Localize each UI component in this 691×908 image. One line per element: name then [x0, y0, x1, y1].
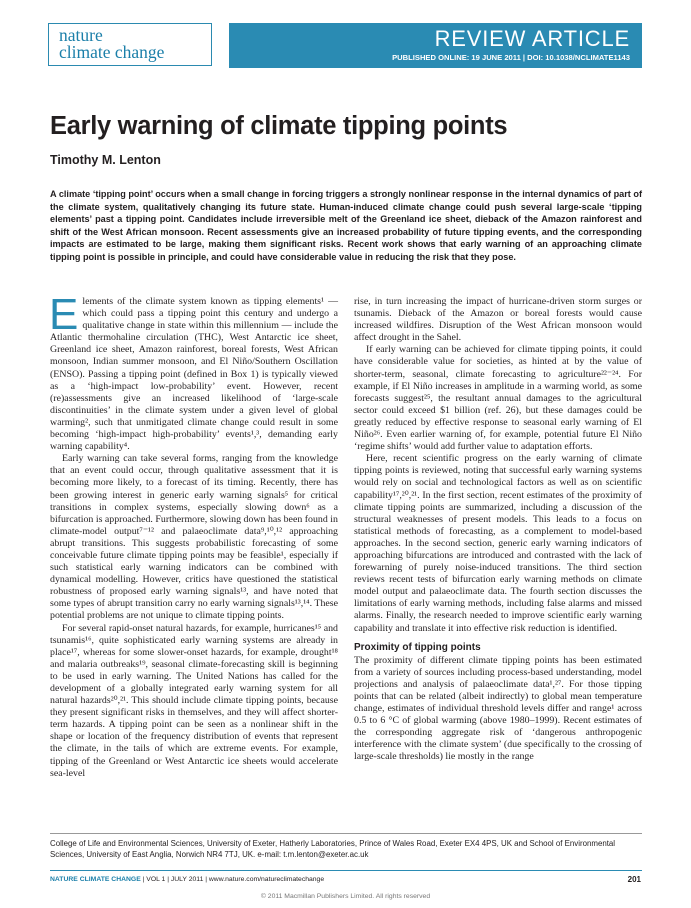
abstract: A climate ‘tipping point’ occurs when a small change in forcing triggers a strongly nonlinear response in the internal dynamics of part of the climate system, qualitatively changing its future state. Human-induced climate change could push several large-scale ‘tipping elements’ past a tipping point. Candidates include irreversible melt of the Greenland ice sheet, dieback of the Amazon rainforest and shift of the West African monsoon. Recent assessments give an increased probability of future tipping events, and the corresponding impacts are estimated to be large, making them significant risks. Recent work shows that early warning of an approaching climate tipping point is possible in principle, and could have considerable value in reducing the risk that they pose. — [50, 189, 642, 262]
article-title: Early warning of climate tipping points — [50, 112, 508, 140]
body-paragraph — [49, 290, 338, 453]
body-paragraph: Early warning can take several forms, ranging from the knowledge that an event could occur, through qualitative assessment that it is becoming more likely, to a forecast of its timing. Recently, there has been growing interest in generic early warning signals⁵ for critical transitions in complex systems, especially slowing down⁶ as a bifurcation is approached. Furthermore, slowing down has been found in climate-model output⁷⁻¹² and palaeoclimate data⁹,¹⁰,¹² approaching abrupt transitions. This suggests probabilistic forecasting of some conceivable future climate tipping points may be feasible¹, especially if such statistical early warning indicators can be combined with dynamical modelling. However, critics have questioned the statistical robustness of proposed early warning signals¹³, and have noted that some types of abrupt transition carry no early warning signals¹³,¹⁴. These potential problems are not unique to climate tipping points. — [50, 453, 338, 622]
body-paragraph: rise, in turn increasing the impact of hurricane-driven storm surges or tsunamis. Dieback of the Amazon or boreal forests would cause increased wildfires. Disruption of the West African monsoon would affect drought in the Sahel. — [354, 296, 642, 344]
publication-info: PUBLISHED ONLINE: 19 JUNE 2011 | DOI: 10.1038/NCLIMATE1143 — [392, 53, 630, 62]
logo-line-nature: nature — [59, 25, 103, 45]
body-paragraph: For several rapid-onset natural hazards, for example, hurricanes¹⁵ and tsunamis¹⁶, quite sophisticated early warning systems are already in place¹⁷, whereas for some slower-onset hazards, for example, drought¹⁸ and malaria outbreaks¹⁹, seasonal climate-forecasting skill is beginning to be used in early warning. The United Nations has called for the development of a globally integrated early warning system for all natural hazards²⁰,²¹. This should include climate tipping points, because they present significant risks in themselves, and they will affect shorter-term hazards. A tipping point can be seen as a nonlinear shift in the shape or location of the frequency distribution of events that represent the climate, in the tails of which are extreme events. For example, tipping of the Greenland or West Antarctic ice sheets would accelerate sea-level — [50, 622, 338, 779]
footnote-divider — [50, 833, 642, 834]
author-name: Timothy M. Lenton — [50, 153, 161, 167]
drop-cap: E — [49, 290, 79, 339]
body-column-left — [49, 290, 338, 780]
paragraph-text: lements of the climate system known as tipping elements¹ — which could pass a tipping point this century and undergo a qualitative change in state within this millennium — include the Atlantic thermohaline circulation (THC), West Antarctic ice sheet, Greenland ice sheet, Amazon rainforest, boreal forests, West African monsoon, Indian summer monsoon, and El Niño/Southern Oscillation (ENSO). Passing a tipping point (defined in Box 1) is typically viewed as a ‘high-impact low-probability’ event. However, recent (re)assessments give an increased likelihood of ‘large-scale discontinuities’ in the climate system under a given level of global warming², such that unmitigated climate change could result in some becoming ‘high-impact high-probability’ events¹,³, demanding early warning capability⁴. — [50, 296, 338, 453]
body-paragraph: If early warning can be achieved for climate tipping points, it could have considerable value for societies, as hinted at by the value of shorter-term, seasonal, climate forecasting to agriculture²²⁻²⁴. For example, if El Niño increases in amplitude in a warming world, as some forecasts suggest²⁵, the resultant annual damages to the agricultural sector could exceed $1 billion (ref. 26), but these damages could be greatly reduced by effective response to seasonal early warning of El Niño²⁶. Even earlier warning of, for example, potential future El Niño ‘regime shifts’ would add further value to adaptation efforts. — [354, 344, 642, 453]
logo-line-climate-change: climate change — [59, 42, 165, 62]
body-paragraph: Here, recent scientific progress on the early warning of climate tipping points is reviewed, noting that successful early warning systems would rely on social and technological factors as well as on scientific capability¹⁷,²⁰,²¹. In the first section, recent estimates of the proximity of climate tipping points are summarized, including a discussion of the structural weaknesses of present models. This leads to a focus on statistical methods of forecasting, as a complement to model-based approaches. In the second section, generic early warning indicators of approaching bifurcations are introduced and contrasted with the lack of forewarning of purely noise-induced transitions. The third section reviews recent tests of bifurcation early warning methods on climate model output and palaeoclimate data. The fourth section discusses the limitations of early warning methods, including false alarms and missed alarms. Finally, the research needed to improve scientific early warning capability and translate it into effective risk reduction is identified. — [354, 453, 642, 634]
journal-logo — [48, 23, 212, 66]
affiliation-footnote: College of Life and Environmental Sciences, University of Exeter, Hatherly Laboratories, Prince of Wales Road, Exeter EX4 4PS, UK and School of Environmental Sciences, University of East Anglia, Norwich NR4 7TJ, UK. e-mail: t.m.lenton@exeter.ac.uk — [50, 839, 616, 859]
issue-details: | VOL 1 | JULY 2011 | www.nature.com/natureclimatechange — [140, 876, 325, 883]
journal-footer — [50, 876, 324, 883]
copyright-notice: © 2011 Macmillan Publishers Limited. All rights reserved — [260, 893, 431, 900]
article-type: REVIEW ARTICLE — [434, 26, 630, 51]
page-number: 201 — [627, 875, 641, 884]
body-paragraph: The proximity of different climate tipping points has been estimated from a variety of sources including process-based understanding, model projections and analysis of palaeoclimate data¹,²⁷. For those tipping points that can be related (albeit indirectly) to global mean temperature change, estimates of individual threshold levels differ and range¹ across 0.5 to 6 °C of global warming (above 1980–1999). Recent estimates of the corresponding aggregate risk of ‘dangerous anthropogenic interference with the climate system’ (due specifically to the crossing of large-scale thresholds) lie mostly in the range — [354, 654, 642, 763]
body-column-right — [354, 296, 642, 764]
journal-name: NATURE CLIMATE CHANGE — [50, 876, 141, 883]
footer-divider — [50, 870, 642, 871]
article-type-banner — [229, 23, 642, 68]
section-heading: Proximity of tipping points — [354, 641, 481, 653]
